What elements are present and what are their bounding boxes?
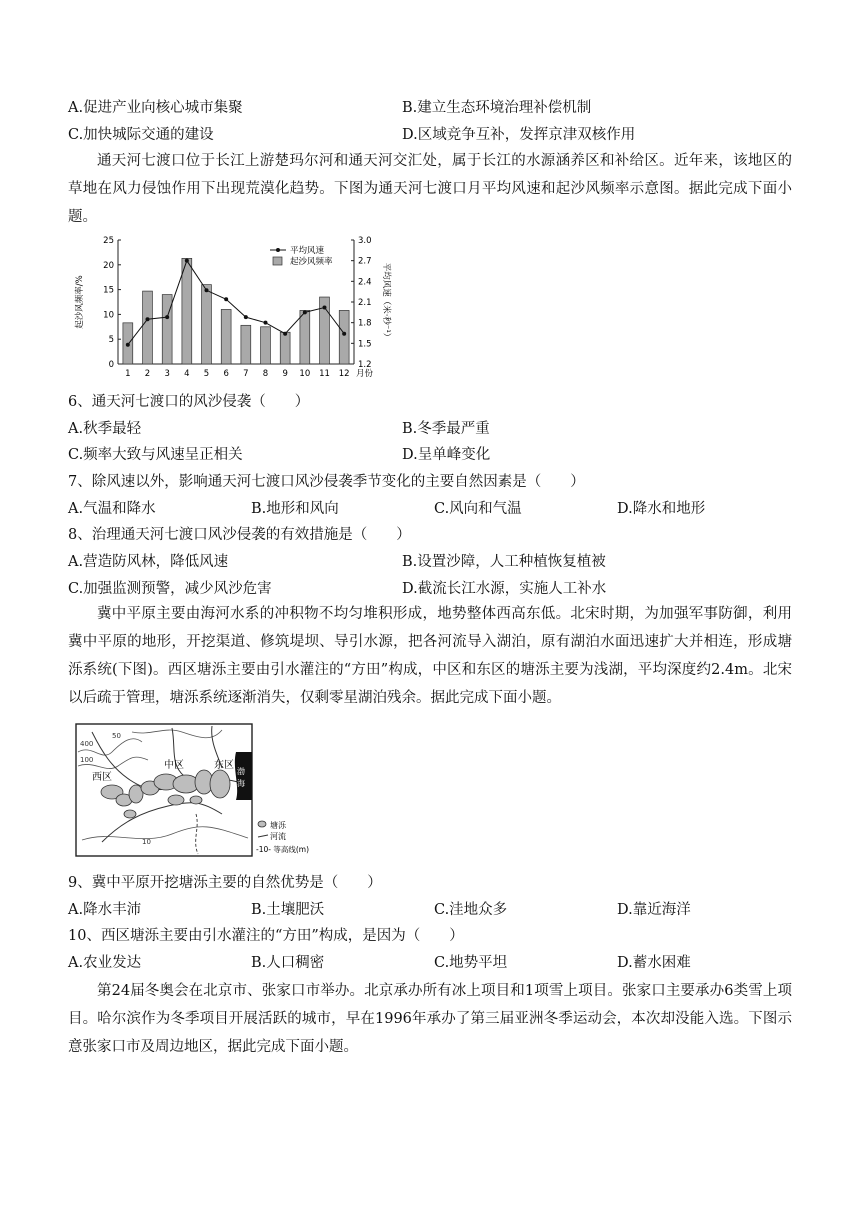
contour-label: 10 (142, 838, 151, 846)
right-tick-label: 2.4 (358, 277, 372, 288)
wind-speed-point-8 (264, 321, 268, 325)
wind-chart (72, 230, 392, 385)
label-east: 东区 (214, 760, 234, 771)
legend-frequency: 起沙风频率 (290, 257, 333, 267)
q5-option-c[interactable]: C.加快城际交通的建设 (68, 127, 214, 143)
bar-8 (261, 327, 271, 364)
q7-stem: 7、除风速以外，影响通天河七渡口风沙侵袭季节变化的主要自然因素是（ ） (68, 474, 585, 490)
x-tick-label: 11 (319, 369, 330, 379)
q10-option-b[interactable]: B.人口稠密 (251, 955, 325, 971)
q10-option-c[interactable]: C.地势平坦 (434, 955, 508, 971)
q6-option-a[interactable]: A.秋季最轻 (68, 421, 142, 437)
right-tick-label: 1.8 (358, 318, 372, 329)
wind-speed-point-1 (126, 343, 130, 347)
right-tick-label: 1.5 (358, 339, 372, 350)
label-sea-2: 海 (237, 779, 245, 788)
q5-option-d[interactable]: D.区域竞争互补，发挥京津双核作用 (402, 127, 636, 143)
x-axis-unit: 月份 (356, 369, 374, 379)
q8-option-c[interactable]: C.加强监测预警，减少风沙危害 (68, 581, 272, 597)
q8-stem: 8、治理通天河七渡口风沙侵袭的有效措施是（ ） (68, 527, 411, 543)
q8-options-row-1 (68, 550, 792, 574)
q9-option-a[interactable]: A.降水丰沛 (68, 902, 142, 918)
legend-wind-speed: 平均风速 (290, 246, 325, 256)
label-sea-1: 渤 (237, 767, 245, 776)
left-tick-label: 20 (103, 260, 114, 271)
q9-option-d[interactable]: D.靠近海洋 (617, 902, 691, 918)
bar-12 (339, 310, 349, 364)
left-tick-label: 10 (103, 310, 114, 321)
x-tick-label: 8 (262, 369, 269, 379)
left-tick-label: 5 (108, 335, 114, 346)
legend-contour: -10- 等高线(m) (256, 845, 309, 854)
q9-options (68, 898, 792, 922)
right-tick-label: 3.0 (358, 236, 372, 246)
bar-10 (300, 310, 310, 364)
bar-7 (241, 325, 251, 364)
legend-pond-symbol (258, 821, 266, 827)
x-tick-label: 3 (164, 369, 170, 379)
q6-option-c[interactable]: C.频率大致与风速呈正相关 (68, 447, 243, 463)
bar-3 (162, 295, 172, 364)
q7-option-a[interactable]: A.气温和降水 (68, 501, 156, 517)
passage-jizhong-plain: 冀中平原主要由海河水系的冲积物不均匀堆积形成，地势整体西高东低。北宋时期，为加强军事防御，利用冀中平原的地形，开挖渠道、修筑堤坝、导引水源，把各河流导入湖泊，原有湖泊水面迅速扩大并相连，形成塘泺系统(下图)。西区塘泺主要由引水灌注的“方田”构成，中区和东区的塘泺主要为浅湖，平均深度约2.4m。北宋以后疏于管理，塘泺系统逐渐消失，仅剩零星湖泊残余。据此完成下面小题。 (68, 606, 792, 706)
y-axis-left-label: 起沙风频率/% (75, 275, 85, 329)
left-tick-label: 0 (108, 360, 114, 370)
q8-option-a[interactable]: A.营造防风林，降低风速 (68, 554, 229, 570)
q5-option-a[interactable]: A.促进产业向核心城市集聚 (68, 100, 243, 116)
q7-options (68, 497, 792, 521)
q5-options-row-2 (68, 123, 792, 147)
wind-speed-point-12 (342, 332, 346, 336)
q10-option-a[interactable]: A.农业发达 (68, 955, 142, 971)
q9-option-b[interactable]: B.土壤肥沃 (251, 902, 325, 918)
tangpo-map (72, 722, 309, 862)
wind-speed-point-9 (283, 332, 287, 336)
wind-speed-line (128, 261, 344, 345)
q10-stem: 10、西区塘泺主要由引水灌注的“方田”构成，是因为（ ） (68, 928, 464, 944)
x-tick-label: 5 (203, 369, 210, 379)
q7-option-d[interactable]: D.降水和地形 (617, 501, 706, 517)
right-tick-label: 2.7 (358, 256, 372, 267)
y-axis-right-label: 平均风速（米·秒⁻¹） (381, 262, 391, 342)
x-tick-label: 12 (338, 369, 350, 379)
q6-option-b[interactable]: B.冬季最严重 (402, 421, 490, 437)
bar-2 (143, 291, 153, 364)
passage-tongtian-river: 通天河七渡口位于长江上游楚玛尔河和通天河交汇处，属于长江的水源涵养区和补给区。近年来，该地区的草地在风力侵蚀作用下出现荒漠化趋势。下图为通天河七渡口月平均风速和起沙风频率示意图。据此完成下面小题。 (68, 153, 792, 225)
x-tick-label: 4 (184, 369, 190, 379)
q6-option-d[interactable]: D.呈单峰变化 (402, 447, 491, 463)
q5-options-row-1 (68, 96, 792, 120)
x-tick-label: 1 (125, 369, 131, 379)
bar-4 (182, 258, 192, 364)
wind-speed-point-11 (323, 306, 327, 310)
q5-option-b[interactable]: B.建立生态环境治理补偿机制 (402, 100, 592, 116)
wind-speed-point-7 (244, 315, 248, 319)
q9-option-c[interactable]: C.洼地众多 (434, 902, 508, 918)
sea-area (235, 752, 252, 800)
q8-option-d[interactable]: D.截流长江水源，实施人工补水 (402, 581, 607, 597)
q9-stem: 9、冀中平原开挖塘泺主要的自然优势是（ ） (68, 875, 382, 891)
passage-winter-olympics: 第24届冬奥会在北京市、张家口市举办。北京承办所有冰上项目和1项雪上项目。张家口主要承办6类雪上项目。哈尔滨作为冬季项目开展活跃的城市，早在1996年承办了第三届亚洲冬季运动会，本次却没能入选。下图示意张家口市及周边地区，据此完成下面小题。 (68, 983, 792, 1055)
legend-point-symbol (276, 248, 280, 252)
x-tick-label: 6 (223, 369, 229, 379)
left-tick-label: 25 (103, 236, 114, 246)
wind-speed-point-5 (205, 288, 209, 292)
q8-options-row-2 (68, 577, 792, 601)
contour-label: 50 (112, 732, 121, 740)
legend-bar-symbol (273, 257, 282, 265)
q10-options (68, 951, 792, 975)
right-tick-label: 1.2 (358, 360, 372, 370)
wind-speed-point-2 (146, 317, 150, 321)
q10-option-d[interactable]: D.蓄水困难 (617, 955, 691, 971)
left-tick-label: 15 (103, 285, 114, 296)
bar-6 (221, 309, 231, 364)
contour-label: 100 (80, 756, 94, 764)
right-tick-label: 2.1 (358, 298, 372, 308)
label-middle: 中区 (164, 760, 184, 771)
q8-option-b[interactable]: B.设置沙障，人工种植恢复植被 (402, 554, 606, 570)
x-tick-label: 2 (144, 369, 151, 379)
bar-5 (202, 285, 212, 364)
wind-speed-point-10 (303, 310, 307, 314)
q7-option-c[interactable]: C.风向和气温 (434, 501, 522, 517)
legend-ponds: 塘泺 (270, 821, 286, 830)
wind-speed-point-4 (185, 259, 189, 263)
contour-label: 400 (80, 740, 94, 748)
x-tick-label: 7 (243, 369, 249, 379)
q6-options-row-2 (68, 443, 792, 467)
label-west: 西区 (92, 772, 112, 783)
x-tick-label: 9 (282, 369, 288, 379)
q6-options-row-1 (68, 417, 792, 441)
legend-river-symbol (258, 835, 268, 837)
wind-speed-point-3 (165, 315, 169, 319)
legend-river: 河流 (270, 832, 286, 841)
q6-stem: 6、通天河七渡口的风沙侵袭（ ） (68, 394, 310, 410)
q7-option-b[interactable]: B.地形和风向 (251, 501, 339, 517)
bar-9 (280, 332, 290, 364)
wind-speed-point-6 (224, 297, 228, 301)
x-tick-label: 10 (299, 369, 311, 379)
